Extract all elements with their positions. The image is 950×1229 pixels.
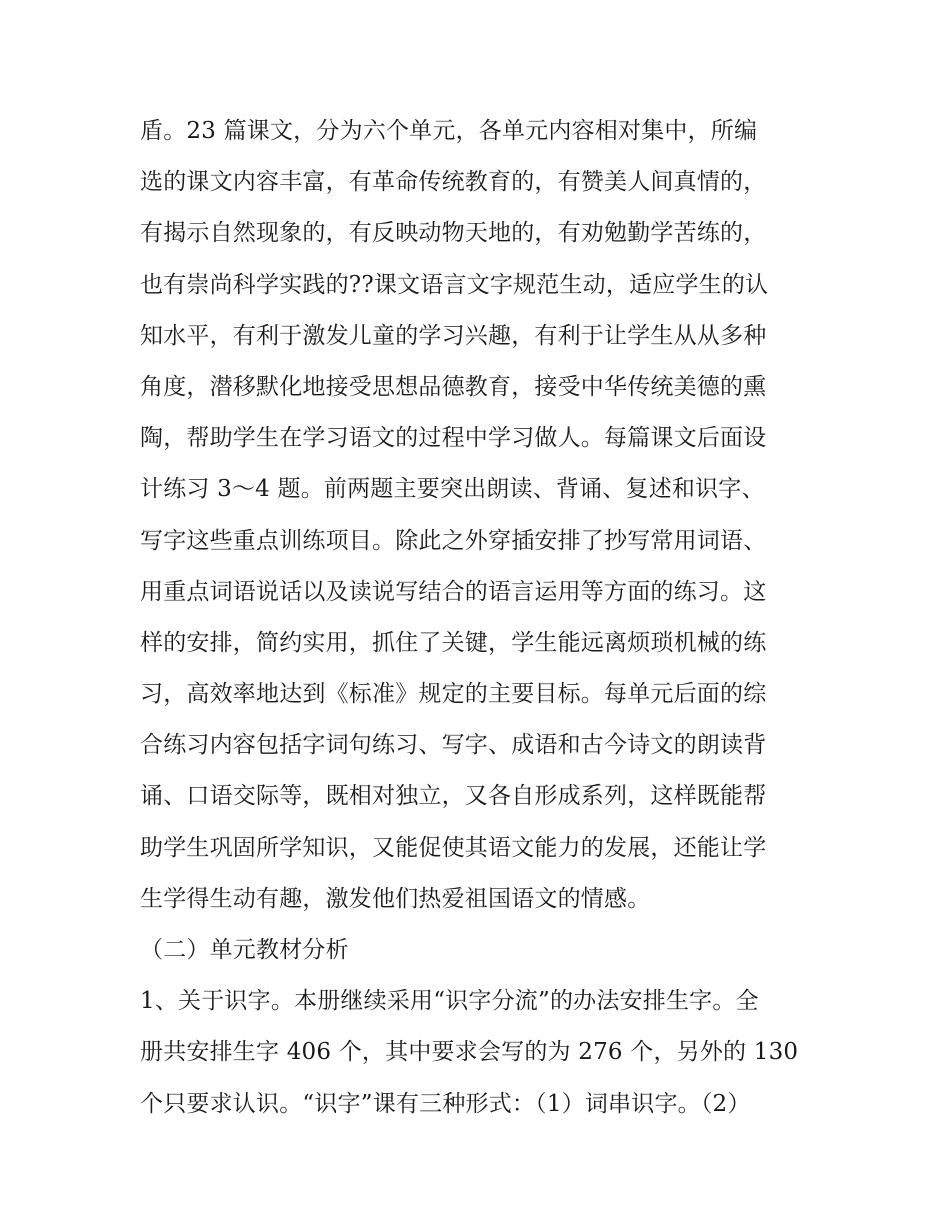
text-line: 1、关于识字。本册继续采用“识字分流”的办法安排生字。全 <box>140 988 759 1015</box>
text-line: 计练习 3～4 题。前两题主要突出朗读、背诵、复述和识字、 <box>140 476 765 503</box>
text-line: 样的安排，简约实用，抓住了关键，学生能远离烦琐机械的练 <box>140 629 767 656</box>
text-line: 助学生巩固所学知识，又能促使其语文能力的发展，还能让学 <box>140 834 767 861</box>
text-line: 合练习内容包括字词句练习、写字、成语和古今诗文的朗读背 <box>140 732 767 759</box>
text-line: 册共安排生字 406 个，其中要求会写的为 276 个，另外的 130 <box>140 1039 799 1066</box>
text-line: 盾。23 篇课文，分为六个单元，各单元内容相对集中，所编 <box>140 118 758 144</box>
text-line: 用重点词语说话以及读说写结合的语言运用等方面的练习。这 <box>140 578 767 605</box>
text-line: 角度，潜移默化地接受思想品德教育，接受中华传统美德的熏 <box>140 373 767 400</box>
text-line: 知水平，有利于激发儿童的学习兴趣，有利于让学生从从多种 <box>140 322 767 349</box>
text-line: 选的课文内容丰富，有革命传统教育的，有赞美人间真情的， <box>140 169 767 196</box>
text-line: 写字这些重点训练项目。除此之外穿插安排了抄写常用词语、 <box>140 527 767 554</box>
text-line: 习，高效率地达到《标准》规定的主要目标。每单元后面的综 <box>140 681 767 708</box>
text-line: 诵、口语交际等，既相对独立，又各自形成系列，这样既能帮 <box>140 783 767 810</box>
text-line: 生学得生动有趣，激发他们热爱祖国语文的情感。 <box>140 885 651 912</box>
text-line: 有揭示自然现象的，有反映动物天地的，有劝勉勤学苦练的， <box>140 220 767 247</box>
section-heading: （二）单元教材分析 <box>140 937 349 963</box>
text-line: 也有崇尚科学实践的??课文语言文字规范生动，适应学生的认 <box>140 271 769 298</box>
body-text <box>140 106 830 1130</box>
text-line: 陶，帮助学生在学习语文的过程中学习做人。每篇课文后面设 <box>140 425 767 452</box>
text-line: 个只要求认识。“识字”课有三种形式：（1）词串识字。（2） <box>140 1090 751 1117</box>
